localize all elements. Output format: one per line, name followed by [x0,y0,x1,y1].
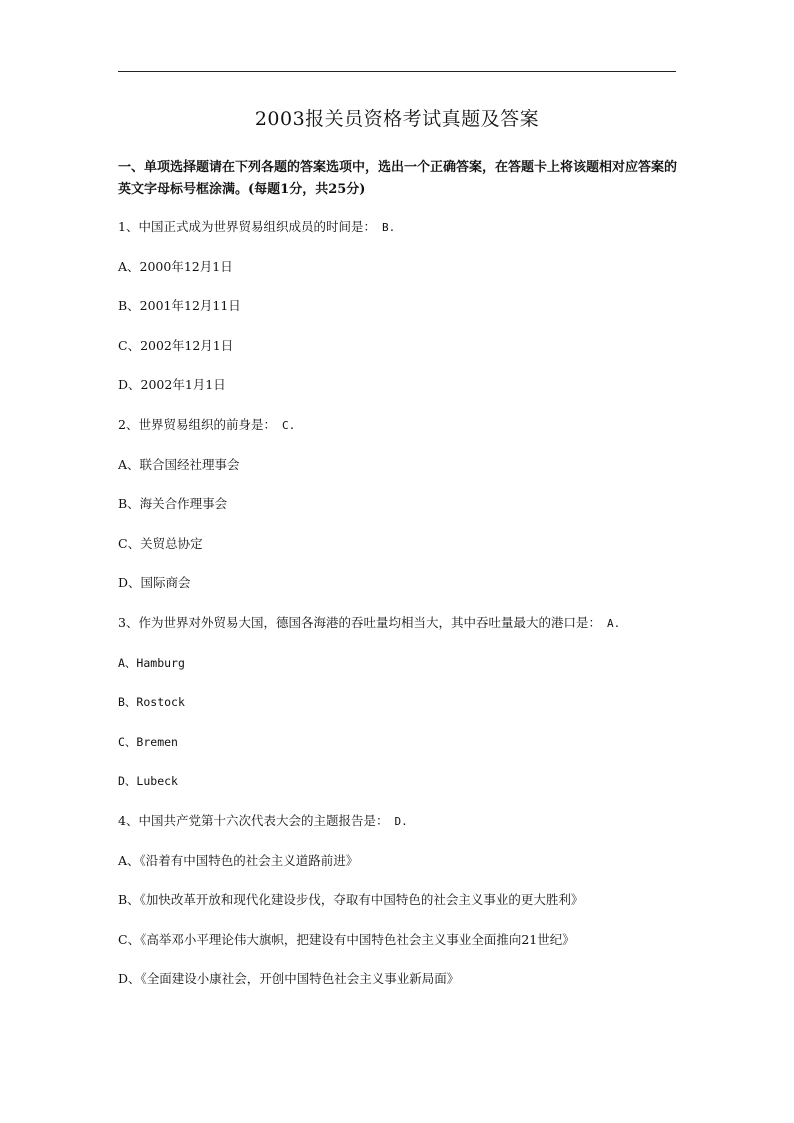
option-b: B、海关合作理事会 [118,496,228,512]
option-c: C、2002年12月1日 [118,337,234,353]
question-2-stem: 2、世界贸易组织的前身是： [118,416,276,432]
option-d: D、Lubeck [118,774,178,789]
question-1-answer: B. [381,221,396,234]
question-3-stem: 3、作为世界对外贸易大国，德国各海港的吞吐量均相当大，其中吞吐量最大的港口是： [118,614,601,630]
option-a: A、联合国经社理事会 [118,456,240,472]
question-2-answer: C. [281,418,296,432]
option-d: D、国际商会 [118,575,191,591]
option-d: D、《全面建设小康社会，开创中国特色社会主义事业新局面》 [118,971,460,987]
question-stem [118,613,693,653]
option-c: C、Bremen [118,734,178,749]
question-list [118,217,693,1009]
option-b: B、2001年12月11日 [118,298,241,314]
option-a: A、Hamburg [118,655,185,670]
option-d: D、2002年1月1日 [118,377,226,393]
option-c: C、《高举邓小平理论伟大旗帜，把建设有中国特色社会主义事业全面推向21世纪》 [118,931,575,947]
section-heading: 一、单项选择题请在下列各题的答案选项中，选出一个正确答案，在答题卡上将该题相对应答案的英文字母标号框涂满。(每题1分，共25分) [118,160,678,197]
question-stem [118,811,693,851]
option-b: B、《加快改革开放和现代化建设步伐，夺取有中国特色的社会主义事业的更大胜利》 [118,892,584,908]
question-3-answer: A. [606,616,621,630]
option-a: A、《沿着有中国特色的社会主义道路前进》 [118,852,359,868]
question-1-stem: 1、中国正式成为世界贸易组织成员的时间是： [118,219,376,234]
question-stem [118,217,693,257]
question-4-answer: D. [394,814,408,828]
question-4-stem: 4、中国共产党第十六次代表大会的主题报告是： [118,812,389,828]
header-rule [118,71,676,72]
option-b: B、Rostock [118,695,185,710]
option-a: A、2000年12月1日 [118,258,233,274]
page-title: 2003报关员资格考试真题及答案 [254,108,540,130]
question-stem [118,415,693,455]
option-c: C、关贸总协定 [118,535,203,551]
